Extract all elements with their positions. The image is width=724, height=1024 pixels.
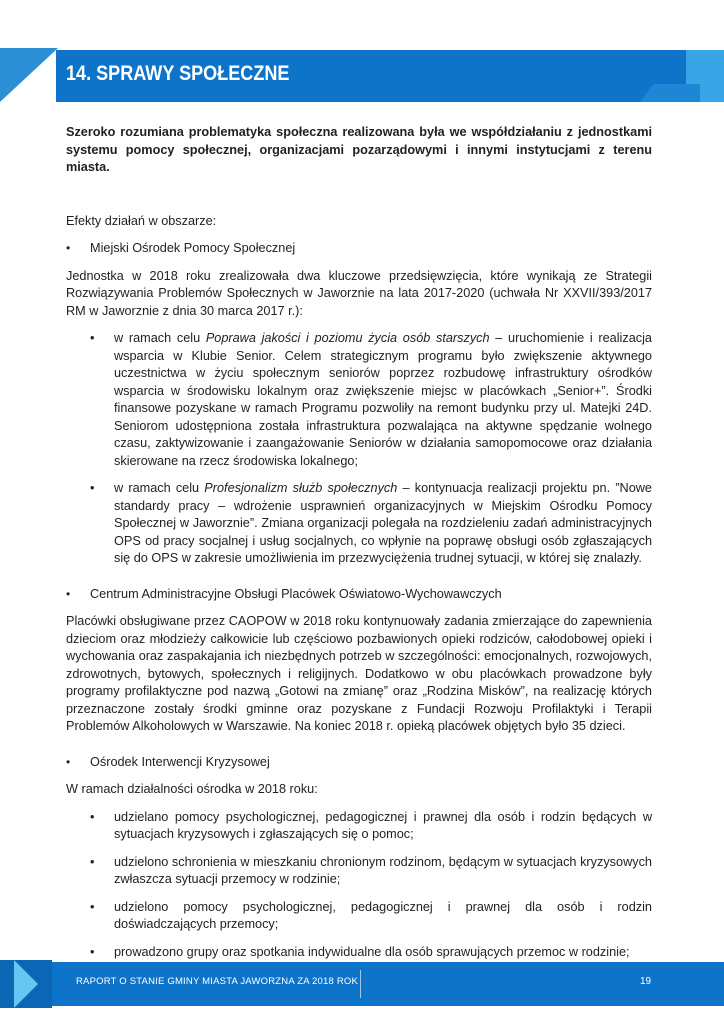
bullet-icon: • xyxy=(66,586,71,601)
list-item: • w ramach celu Poprawa jakości i poziomu życia osób starszych – uruchomienie i realizacja wsparcia w Klubie Senior. Celem strategicznym programu było zwiększenie aktywnego uczestnictwa w życiu społecznym seniorów poprzez rozbudowę infrastruktury ośrodków wsparcia w środowisku lokalnym oraz zwiększenie miejsc w placówkach „Senior+”. Środki finansowe pozyskane w ramach Programu pozwoliły na remont budynku przy ul. Matejki 24D. Seniorom udostępniona została infrastruktura pozwalająca na aktywne spędzanie wolnego czasu, zaktywizowanie i zaangażowanie Seniorów w działania samopomocowe oraz działania skierowane na rzecz środowiska lokalnego; xyxy=(114,330,652,470)
effects-heading: Efekty działań w obszarze: xyxy=(66,213,217,228)
header-triangle-decoration xyxy=(0,48,58,102)
list-item: • w ramach celu Profesjonalizm służb społecznych – kontynuacja realizacji projektu pn. ”Nowe standardy pracy – wdrożenie usprawnień organizacyjnych w Miejskim Ośrodku Pomocy Społecznej w Jaworznie”. Zmiana organizacji polegała na rozdzieleniu zadań administracyjnych OPS od pracy socjalnej i usług socjalnych, co wpłynie na poprawę obsługi osób zgłaszających się do OPS w zakresie umożliwienia im przezwyciężenia trudnej sytuacji, w której się znalazły. xyxy=(114,480,652,568)
mops-intro-paragraph: Jednostka w 2018 roku zrealizowała dwa kluczowe przedsięwzięcia, które wynikają ze Strategii Rozwiązywania Problemów Społecznych w Jaworznie na lata 2017-2020 (uchwała Nr XXVII/393/2017 RM w Jaworznie z dnia 30 marca 2017 r.): xyxy=(66,268,652,318)
section-heading-label: Centrum Administracyjne Obsługi Placówek Oświatowo-Wychowawczych xyxy=(90,586,502,601)
oik-intro-paragraph: W ramach działalności ośrodka w 2018 roku: xyxy=(66,782,318,796)
bullet-icon: • xyxy=(66,241,71,255)
section-heading-caopow xyxy=(66,586,652,604)
section-heading-label: Miejski Ośrodek Pomocy Społecznej xyxy=(90,241,296,255)
list-item: • udzielano pomocy psychologicznej, pedagogicznej i prawnej dla osób i rodzin będących w sytuacjach kryzysowych i zgłaszających się o pomoc; xyxy=(114,809,652,844)
goal-name: Poprawa jakości i poziomu życia osób starszych xyxy=(205,331,490,345)
section-heading-label: Ośrodek Interwencji Kryzysowej xyxy=(90,754,270,769)
page-title: 14. SPRAWY SPOŁECZNE xyxy=(66,62,290,85)
list-item: • prowadzono grupy oraz spotkania indywidualne dla osób sprawujących przemoc w rodzinie; xyxy=(114,944,652,962)
document-body xyxy=(66,124,652,961)
list-item: • udzielono schronienia w mieszkaniu chronionym rodzinom, będącym w sytuacjach kryzysowych zwłaszcza sytuacji przemocy w rodzinie; xyxy=(114,854,652,889)
oik-list xyxy=(66,809,652,962)
section-heading-mops xyxy=(66,240,652,258)
list-item: • udzielono pomocy psychologicznej, pedagogicznej i prawnej dla osób i rodzin doświadczających przemocy; xyxy=(114,899,652,934)
footer-divider xyxy=(360,970,361,998)
page-number: 19 xyxy=(640,976,652,987)
goal-name: Profesjonalizm służb społecznych xyxy=(204,481,398,495)
bullet-icon: • xyxy=(66,754,71,769)
section-heading-oik xyxy=(66,754,652,772)
caopow-paragraph: Placówki obsługiwane przez CAOPOW w 2018 roku kontynuowały zadania zmierzające do zapewnienia dzieciom oraz młodzieży całkowicie lub częściowo pozbawionych opieki rodziców, całodobowej opieki i wychowania oraz zaspakajania ich niezbędnych potrzeb w szczególności: emocjonalnych, rozwojowych, zdrowotnych, bytowych, społecznych i religijnych. Dodatkowo w obu placówkach prowadzone były programy profilaktyczne pod nazwą „Gotowi na zmianę” oraz „Rodzina Misków”, na realizację których przeznaczone zostały środki gminne oraz pozyskane z Fundacji Rozwoju Profilaktyki i Terapii Problemów Alkoholowych w Warszawie. Na koniec 2018 r. opieką placówek objętych było 35 dzieci. xyxy=(66,614,652,733)
intro-paragraph: Szeroko rozumiana problematyka społeczna realizowana była we współdziałaniu z jednostkami systemu pomocy społecznej, organizacjami pozarządowymi i innymi instytucjami z terenu miasta. xyxy=(66,125,652,174)
footer-report-title: RAPORT O STANIE GMINY MIASTA JAWORZNA ZA 2018 ROK xyxy=(76,976,359,987)
chevron-right-icon xyxy=(14,960,38,1008)
mops-list xyxy=(66,330,652,568)
